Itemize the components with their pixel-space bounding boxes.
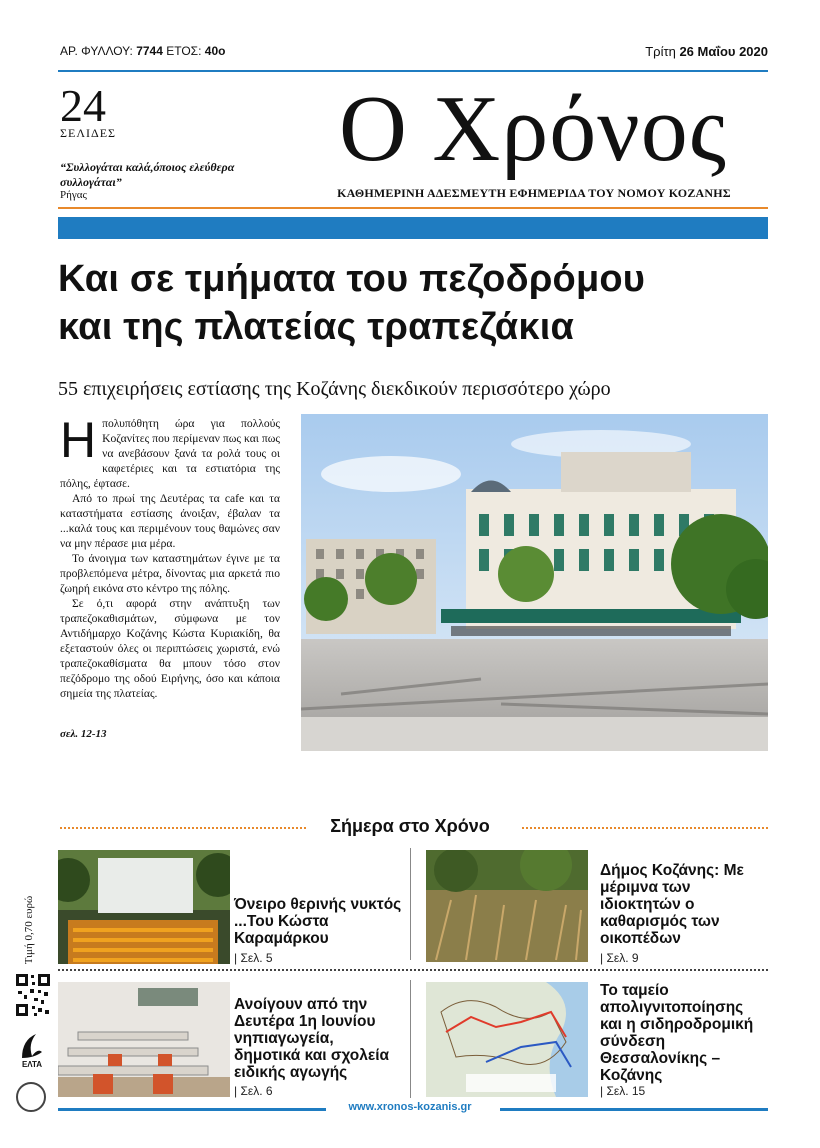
item-4-thumbnail[interactable] [426, 982, 588, 1097]
drop-cap: Η [60, 412, 97, 468]
article-paragraph-4: Σε ό,τι αφορά στην ανάπτυξη των τραπεζοκαθισμάτων, σύμφωνα με τον Αντιδήμαρχο Κοζάνης Κώστα Κυριακίδη, θα εξεταστούν όλες οι περιπτώσεις χωριστά, ενώ τραπεζοκαθίσματα θα μπουν τόσο στον πεζόδρομο της οδού Ειρήνης, όσο και κάποια σημεία της πλατείας. [60, 597, 280, 700]
quote-author: Ρήγας [60, 189, 87, 201]
issue-label: ΑΡ. ΦΥΛΛΟΥ: [60, 44, 133, 58]
article-paragraph-1-text: πολυπόθητη ώρα για πολλούς Κοζανίτες που περίμεναν πως και πως να ανεβάσουν ξανά τα ρολά τους οι καφετέριες και τα εστιατόρια της πόλης, έφτασε. [60, 417, 280, 490]
item-1-thumbnail[interactable] [58, 850, 230, 964]
issue-info [60, 44, 225, 58]
article-paragraph-1 [60, 412, 280, 491]
article-paragraph-2: Από το πρωί της Δευτέρας τα cafe και τα καταστήματα εστίασης άνοιξαν, έβαλαν τα ...καλά τους και περιμένουν τους θαμώνες σαν να μην πέρασε μια μέρα. [60, 492, 280, 550]
main-story-photo [301, 414, 768, 751]
item-4-page: | Σελ. 15 [600, 1084, 646, 1098]
row-separator [58, 969, 768, 971]
header-blue-bar [58, 217, 768, 239]
item-1-page: | Σελ. 5 [234, 951, 273, 965]
price-text: Τιμή 0,70 ευρώ [23, 895, 35, 965]
overgrown-plot-image [426, 850, 588, 962]
issue-date [645, 44, 768, 59]
item-4-title[interactable]: Το ταμείο απολιγνιτοποίησης και η σιδηροδρομική σύνδεση Θεσσαλονίκης – Κοζάνης [600, 982, 754, 1084]
column-separator-top [410, 848, 411, 960]
outdoor-cinema-image [58, 850, 230, 964]
footer-website[interactable] [0, 1101, 820, 1113]
railway-map-image [426, 982, 588, 1097]
main-subhead: 55 επιχειρήσεις εστίασης της Κοζάνης διεκδικούν περισσότερο χώρο [58, 378, 611, 400]
newspaper-masthead: Ο Χρόνος [339, 77, 727, 181]
item-1-title[interactable]: Όνειρο θερινής νυκτός ...Του Κώστα Καραμάρκου [234, 896, 402, 947]
main-article-body [60, 412, 280, 701]
column-separator-bottom [410, 980, 411, 1098]
section-title-today: Σήμερα στο Χρόνο [330, 816, 490, 836]
header-bottom-rule [58, 207, 768, 209]
item-2-page: | Σελ. 9 [600, 951, 639, 965]
headline-line-2: και της πλατείας τραπεζάκια [58, 306, 575, 348]
issue-number: 7744 [136, 44, 163, 58]
footer-url-text[interactable]: www.xronos-kozanis.gr [338, 1101, 481, 1113]
item-2-thumbnail[interactable] [426, 850, 588, 962]
year-value: 40ο [204, 44, 226, 58]
classroom-image [58, 982, 230, 1097]
elta-label: ΕΛΤΑ [21, 1060, 43, 1069]
headline-line-1: Και σε τμήματα του πεζοδρόμου [58, 258, 646, 300]
pages-count: 24 [60, 80, 106, 131]
date-weekday: Τρίτη [645, 44, 676, 59]
article-page-ref[interactable]: σελ. 12-13 [60, 728, 107, 740]
square-photo-illustration [301, 414, 768, 751]
qr-code-icon [14, 972, 52, 1018]
newspaper-tagline: ΚΑΘΗΜΕΡΙΝΗ ΑΔΕΣΜΕΥΤΗ ΕΦΗΜΕΡΙΔΑ ΤΟΥ ΝΟΜΟΥ ΚΟΖΑΝΗΣ [337, 186, 731, 200]
header-top-rule [58, 70, 768, 72]
item-2-title[interactable]: Δήμος Κοζάνης: Με μέριμνα των ιδιοκτητών ο καθαρισμός των οικοπέδων [600, 862, 744, 947]
date-value: 26 Μαΐου 2020 [679, 44, 768, 59]
article-paragraph-3: Το άνοιγμα των καταστημάτων έγινε με τα προβλεπόμενα μέτρα, δίνοντας μια αρκετά πιο ζωηρή εικόνα στο κέντρο της πόλης. [60, 552, 280, 595]
pages-label: ΣΕΛΙΔΕΣ [60, 126, 117, 140]
item-3-page: | Σελ. 6 [234, 1084, 273, 1098]
masthead-quote: “Συλλογάται καλά,όποιος ελεύθερα συλλογάται” [60, 160, 235, 189]
item-3-title[interactable]: Ανοίγουν από την Δευτέρα 1η Ιουνίου νηπιαγωγεία, δημοτικά και σχολεία ειδικής αγωγής [234, 996, 390, 1081]
main-headline[interactable] [58, 255, 778, 351]
year-label: ΕΤΟΣ: [166, 44, 202, 58]
item-3-thumbnail[interactable] [58, 982, 230, 1097]
elta-logo-icon [16, 1030, 48, 1078]
